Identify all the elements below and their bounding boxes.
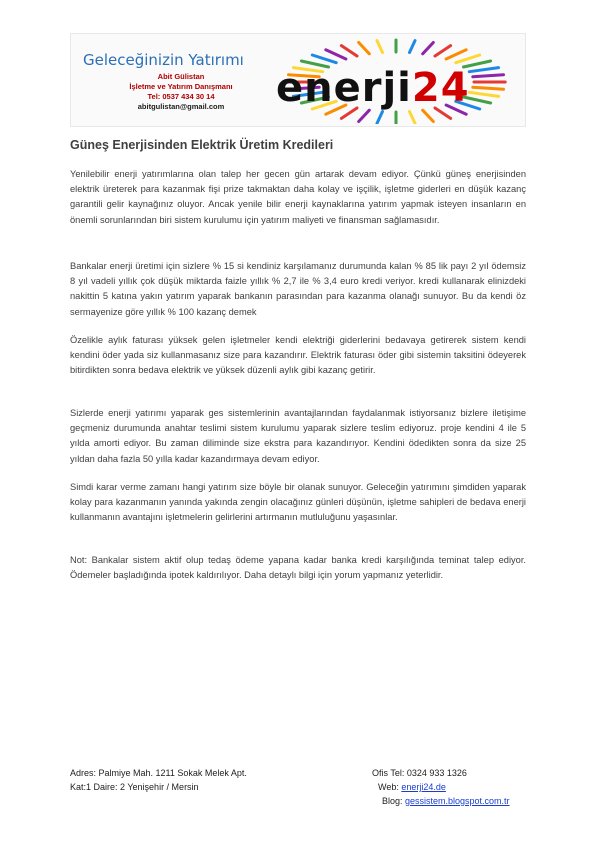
contact-block	[111, 72, 251, 112]
footer-address	[70, 766, 247, 794]
sunburst-ray	[423, 110, 434, 121]
logo-text	[276, 65, 470, 111]
header-banner	[70, 33, 526, 127]
contact-email: abitgulistan@gmail.com	[137, 102, 225, 111]
web-link[interactable]: enerji24.de	[401, 782, 446, 792]
sunburst-ray	[469, 68, 498, 72]
logo-number: 24	[411, 65, 470, 111]
sunburst-ray	[410, 112, 416, 124]
sunburst-ray	[377, 41, 383, 53]
blog-label: Blog:	[382, 796, 406, 806]
paragraph-2: Bankalar enerji üretimi için sizlere % 15 si kendiniz karşılamanız durumunda kalan % 85 lik payı 2 yıl ödemsiz 8 yıl vadeli yıllık çok düşük miktarda faizle yıllık % 2,7 ile % 3,4 euro kredi veriyor. kredi kullanarak elinizdeki nakittin 5 katına yakın yatırım yaparak bankanın parasından para kazanma olanağı sunuyor. Bu da kendi öz sermayenize göre yıllık % 100 kazanç demek	[70, 261, 526, 317]
contact-name: Abit Gülistan	[157, 72, 205, 81]
web-label: Web:	[378, 782, 402, 792]
slogan: Geleceğinizin Yatırımı	[83, 51, 244, 69]
footer-web	[378, 780, 446, 794]
footer-blog	[382, 794, 510, 808]
article-title: Güneş Enerjisinden Elektrik Üretim Kredileri	[70, 138, 334, 152]
paragraph-6: Not: Bankalar sistem aktif olup tedaş ödeme yapana kadar banka kredi karşılığında teminat talep ediyor. Ödemeler başladığında ipotek kaldırılıyor. Daha detaylı bilgi için yorum yapmanız yeterlidir.	[70, 555, 526, 581]
paragraph-1: Yenilebilir enerji yatırımlarına olan talep her gecen gün artarak devam ediyor. Çünkü güneş enerjisinden elektrik üreterek para kazanmak fişi prize takmaktan daha kolay ve işçilik, işletme giderleri en düşük kazanç garantili gelir kaynağınız oluyor. Ancak yenile bilir enerji kaynaklarına yatırım yapmak isteyen insanların en önemli sorunlarından biri sistem kurulumu için yatırım maliyeti ve finansman sağlamasıdır.	[70, 169, 526, 225]
contact-phone: Tel: 0537 434 30 14	[147, 92, 215, 101]
enerji24-logo	[271, 38, 521, 124]
sunburst-ray	[446, 50, 466, 59]
blog-link[interactable]: gessistem.blogspot.com.tr	[405, 796, 510, 806]
logo-word: enerji	[276, 65, 412, 111]
sunburst-ray	[377, 112, 383, 124]
sunburst-ray	[473, 87, 504, 89]
contact-title: İşletme ve Yatırım Danışmanı	[129, 82, 233, 91]
paragraph-3: Özelikle aylık faturası yüksek gelen işletmeler kendi elektriği giderlerini bedavaya getirerek sistem kendi kendini öder yada siz kullanmasanız size para kazandırır. Elektrik faturası öder gibi sistemin taksitini ödeyerek bitirdikten sonra bedava elektrik ve yüksek düzenli aylık gibi kazanç getirir.	[70, 335, 526, 376]
sunburst-ray	[435, 46, 451, 56]
sunburst-ray	[456, 55, 480, 63]
paragraph-4: Sizlerde enerji yatırımı yaparak ges sistemlerinin avantajlarından faydalanmak istiyorsanız bizlere iletişime geçmeniz durumunda anahtar teslimi sistem kurulumu yaparak sizlere teslim ediyoruz. proje kendini 4 ile 5 yılda amorti ediyor. Bu zaman diliminde size ekstra para kazandırıyor. Kendini ödedikten sonra da size 25 yıldan daha fazla 50 yılla kadar kazandırmaya devam ediyor.	[70, 408, 526, 464]
sunburst-ray	[359, 43, 370, 54]
address-line-2: Kat:1 Daire: 2 Yenişehir / Mersin	[70, 782, 199, 792]
footer-phone: Ofis Tel: 0324 933 1326	[372, 768, 467, 778]
sunburst-ray	[410, 41, 416, 53]
sunburst-ray	[359, 110, 370, 121]
sunburst-ray	[423, 43, 434, 54]
paragraph-5: Simdi karar verme zamanı hangi yatırım size böyle bir olanak sunuyor. Geleceğin yatırımını şimdiden yaparak kolay para kazanmanın yanında yakında zengin olacağınız günleri düşünün, işletme sahipleri de bedava enerji kullanmanın avantajını işletmelerin gelirlerini artırmanın mutluluğunu yaşasınlar.	[70, 482, 526, 523]
address-line-1: Adres: Palmiye Mah. 1211 Sokak Melek Apt.	[70, 768, 247, 778]
sunburst-ray	[469, 92, 498, 96]
sunburst-ray	[312, 55, 336, 63]
sunburst-ray	[326, 50, 346, 59]
sunburst-ray	[341, 46, 357, 56]
sunburst-ray	[473, 75, 504, 77]
